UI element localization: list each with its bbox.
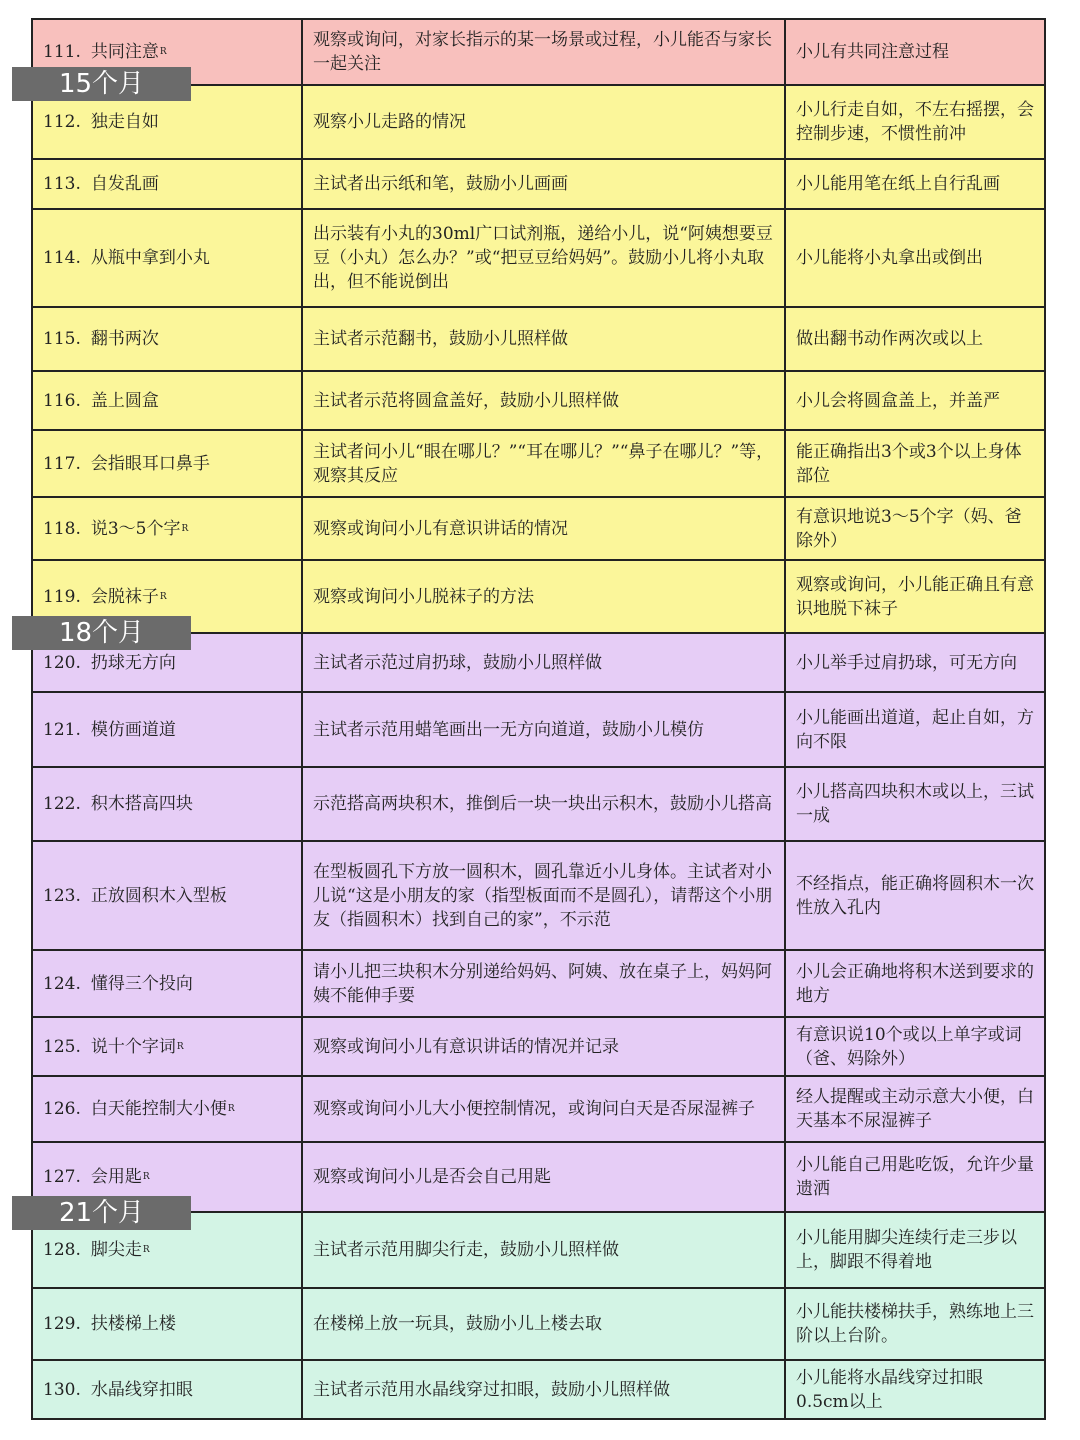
item-number: 125.: [43, 1036, 81, 1057]
item-title: 从瓶中拿到小丸: [90, 248, 210, 268]
criterion-cell: 小儿行走自如，不左右摇摆，会控制步速，不惯性前冲: [784, 86, 1046, 158]
item-title: 盖上圆盒: [90, 390, 159, 411]
item-number: 123.: [43, 885, 81, 906]
item-cell: [31, 768, 301, 840]
item-cell: [31, 210, 301, 306]
item-cell: [31, 1289, 301, 1359]
item-title: 积木搭高四块: [90, 794, 193, 814]
table-row: [31, 1361, 1046, 1420]
criterion-cell: 观察或询问，小儿能正确且有意识地脱下袜子: [784, 561, 1046, 632]
method-cell: 在型板圆孔下方放一圆积木，圆孔靠近小儿身体。主试者对小儿说“这是小朋友的家（指型板面而不是圆孔），请帮这个小朋友（指圆积木）找到自己的家”，不示范: [301, 842, 784, 949]
age-label-21-months: 21个月: [12, 1196, 191, 1230]
table-row: [31, 372, 1046, 431]
method-cell: 观察或询问小儿有意识讲话的情况: [301, 498, 784, 559]
item-cell: 119. 会脱袜子 R: [31, 561, 301, 632]
item-title: 说十个字词: [90, 1036, 176, 1057]
method-cell: 出示装有小丸的30ml广口试剂瓶，递给小儿，说“阿姨想要豆豆（小丸）怎么办？”或“把豆豆给妈妈”。鼓励小儿将小丸取出，但不能说倒出: [301, 210, 784, 306]
item-title: 会脱袜子: [90, 586, 159, 607]
item-number: 129.: [43, 1314, 81, 1334]
method-cell: 观察或询问，对家长指示的某一场景或过程，小儿能否与家长一起关注: [301, 20, 784, 84]
table-row: [31, 210, 1046, 308]
item-title: 扔球无方向: [90, 652, 176, 673]
method-cell: 主试者示范用脚尖行走，鼓励小儿照样做: [301, 1213, 784, 1287]
item-title: 扶楼梯上楼: [90, 1314, 176, 1334]
age-label-15-months: 15个月: [12, 67, 191, 101]
item-number: 124.: [43, 973, 81, 994]
criterion-cell: 小儿能将小丸拿出或倒出: [784, 210, 1046, 306]
item-title: 共同注意: [90, 42, 159, 62]
item-number: 111.: [43, 42, 81, 62]
item-number: 115.: [43, 329, 81, 349]
item-number: 128.: [43, 1240, 81, 1260]
item-number: 112.: [43, 112, 81, 132]
method-cell: 主试者示范过肩扔球，鼓励小儿照样做: [301, 634, 784, 691]
method-cell: 主试者示范用蜡笔画出一无方向道道，鼓励小儿模仿: [301, 693, 784, 766]
age-label-18-months: 18个月: [12, 616, 191, 650]
table-row: [31, 160, 1046, 210]
method-cell: 主试者示范用水晶线穿过扣眼，鼓励小儿照样做: [301, 1361, 784, 1418]
method-cell: 主试者问小儿“眼在哪儿？”“耳在哪儿？”“鼻子在哪儿？”等，观察其反应: [301, 431, 784, 496]
method-cell: 在楼梯上放一玩具，鼓励小儿上楼去取: [301, 1289, 784, 1359]
criterion-cell: 小儿举手过肩扔球，可无方向: [784, 634, 1046, 691]
method-cell: 示范搭高两块积木，推倒后一块一块出示积木，鼓励小儿搭高: [301, 768, 784, 840]
method-cell: 请小儿把三块积木分别递给妈妈、阿姨、放在桌子上，妈妈阿姨不能伸手要: [301, 951, 784, 1016]
criterion-cell: 小儿有共同注意过程: [784, 20, 1046, 84]
table-row: [31, 498, 1046, 561]
table-row: [31, 693, 1046, 768]
criterion-cell: 小儿能扶楼梯扶手，熟练地上三阶以上台阶。: [784, 1289, 1046, 1359]
method-cell: 主试者示范翻书，鼓励小儿照样做: [301, 308, 784, 370]
method-cell: 观察或询问小儿有意识讲话的情况并记录: [301, 1018, 784, 1075]
item-title: 翻书两次: [90, 329, 159, 349]
item-number: 119.: [43, 586, 81, 607]
item-title: 独走自如: [90, 112, 159, 132]
criterion-cell: 能正确指出3个或3个以上身体部位: [784, 431, 1046, 496]
item-title: 会指眼耳口鼻手: [90, 453, 210, 474]
table-row: [31, 1289, 1046, 1361]
method-cell: 主试者出示纸和笔，鼓励小儿画画: [301, 160, 784, 208]
method-cell: 主试者示范将圆盒盖好，鼓励小儿照样做: [301, 372, 784, 429]
criterion-cell: 小儿能画出道道，起止自如，方向不限: [784, 693, 1046, 766]
method-cell: 观察或询问小儿是否会自己用匙: [301, 1143, 784, 1211]
table-row: [31, 842, 1046, 951]
item-title: 正放圆积木入型板: [90, 885, 227, 906]
criterion-cell: 小儿搭高四块积木或以上，三试一成: [784, 768, 1046, 840]
item-number: 114.: [43, 248, 81, 268]
item-title: 脚尖走: [90, 1240, 142, 1260]
item-number: 120.: [43, 652, 81, 673]
method-cell: 观察或询问小儿大小便控制情况，或询问白天是否尿湿裤子: [301, 1077, 784, 1141]
item-cell: [31, 431, 301, 496]
item-title: 说3～5个字: [90, 518, 181, 539]
item-cell: [31, 372, 301, 429]
item-number: 121.: [43, 719, 81, 740]
item-cell: [31, 1361, 301, 1418]
item-cell: [31, 160, 301, 208]
criterion-cell: 小儿能用笔在纸上自行乱画: [784, 160, 1046, 208]
item-cell: 127. 会用匙 R: [31, 1143, 301, 1211]
item-cell: 126. 白天能控制大小便 R: [31, 1077, 301, 1141]
criterion-cell: 有意识说10个或以上单字或词（爸、妈除外）: [784, 1018, 1046, 1075]
table-row: [31, 951, 1046, 1018]
item-cell: 118. 说3～5个字 R: [31, 498, 301, 559]
method-cell: 观察小儿走路的情况: [301, 86, 784, 158]
item-title: 会用匙: [90, 1167, 142, 1187]
table-row: [31, 1077, 1046, 1143]
table-row: [31, 768, 1046, 842]
criterion-cell: 小儿能自己用匙吃饭，允许少量遗洒: [784, 1143, 1046, 1211]
item-number: 113.: [43, 174, 81, 194]
criterion-cell: 小儿能将水晶线穿过扣眼0.5cm以上: [784, 1361, 1046, 1418]
table-row: [31, 1018, 1046, 1077]
method-cell: 观察或询问小儿脱袜子的方法: [301, 561, 784, 632]
item-cell: [31, 308, 301, 370]
item-cell: [31, 693, 301, 766]
criterion-cell: 经人提醒或主动示意大小便，白天基本不尿湿裤子: [784, 1077, 1046, 1141]
item-title: 自发乱画: [90, 174, 159, 194]
item-cell: 125. 说十个字词 R: [31, 1018, 301, 1075]
item-title: 模仿画道道: [90, 719, 176, 740]
item-number: 126.: [43, 1099, 81, 1119]
criterion-cell: 有意识地说3～5个字（妈、爸除外）: [784, 498, 1046, 559]
item-cell: [31, 951, 301, 1016]
item-number: 122.: [43, 794, 81, 814]
item-title: 懂得三个投向: [90, 973, 193, 994]
item-title: 白天能控制大小便: [90, 1099, 227, 1119]
criterion-cell: 不经指点，能正确将圆积木一次性放入孔内: [784, 842, 1046, 949]
table-row: [31, 431, 1046, 498]
criterion-cell: 小儿会将圆盒盖上，并盖严: [784, 372, 1046, 429]
table-row: [31, 308, 1046, 372]
item-cell: 111. 共同注意 R: [31, 20, 301, 84]
item-number: 130.: [43, 1379, 81, 1400]
criterion-cell: 小儿会正确地将积木送到要求的地方: [784, 951, 1046, 1016]
item-title: 水晶线穿扣眼: [90, 1379, 193, 1400]
item-number: 118.: [43, 518, 81, 539]
item-cell: 128. 脚尖走 R: [31, 1213, 301, 1287]
criterion-cell: 小儿能用脚尖连续行走三步以上，脚跟不得着地: [784, 1213, 1046, 1287]
item-number: 116.: [43, 390, 81, 411]
criterion-cell: 做出翻书动作两次或以上: [784, 308, 1046, 370]
item-cell: [31, 842, 301, 949]
item-number: 117.: [43, 453, 81, 474]
item-number: 127.: [43, 1167, 81, 1187]
